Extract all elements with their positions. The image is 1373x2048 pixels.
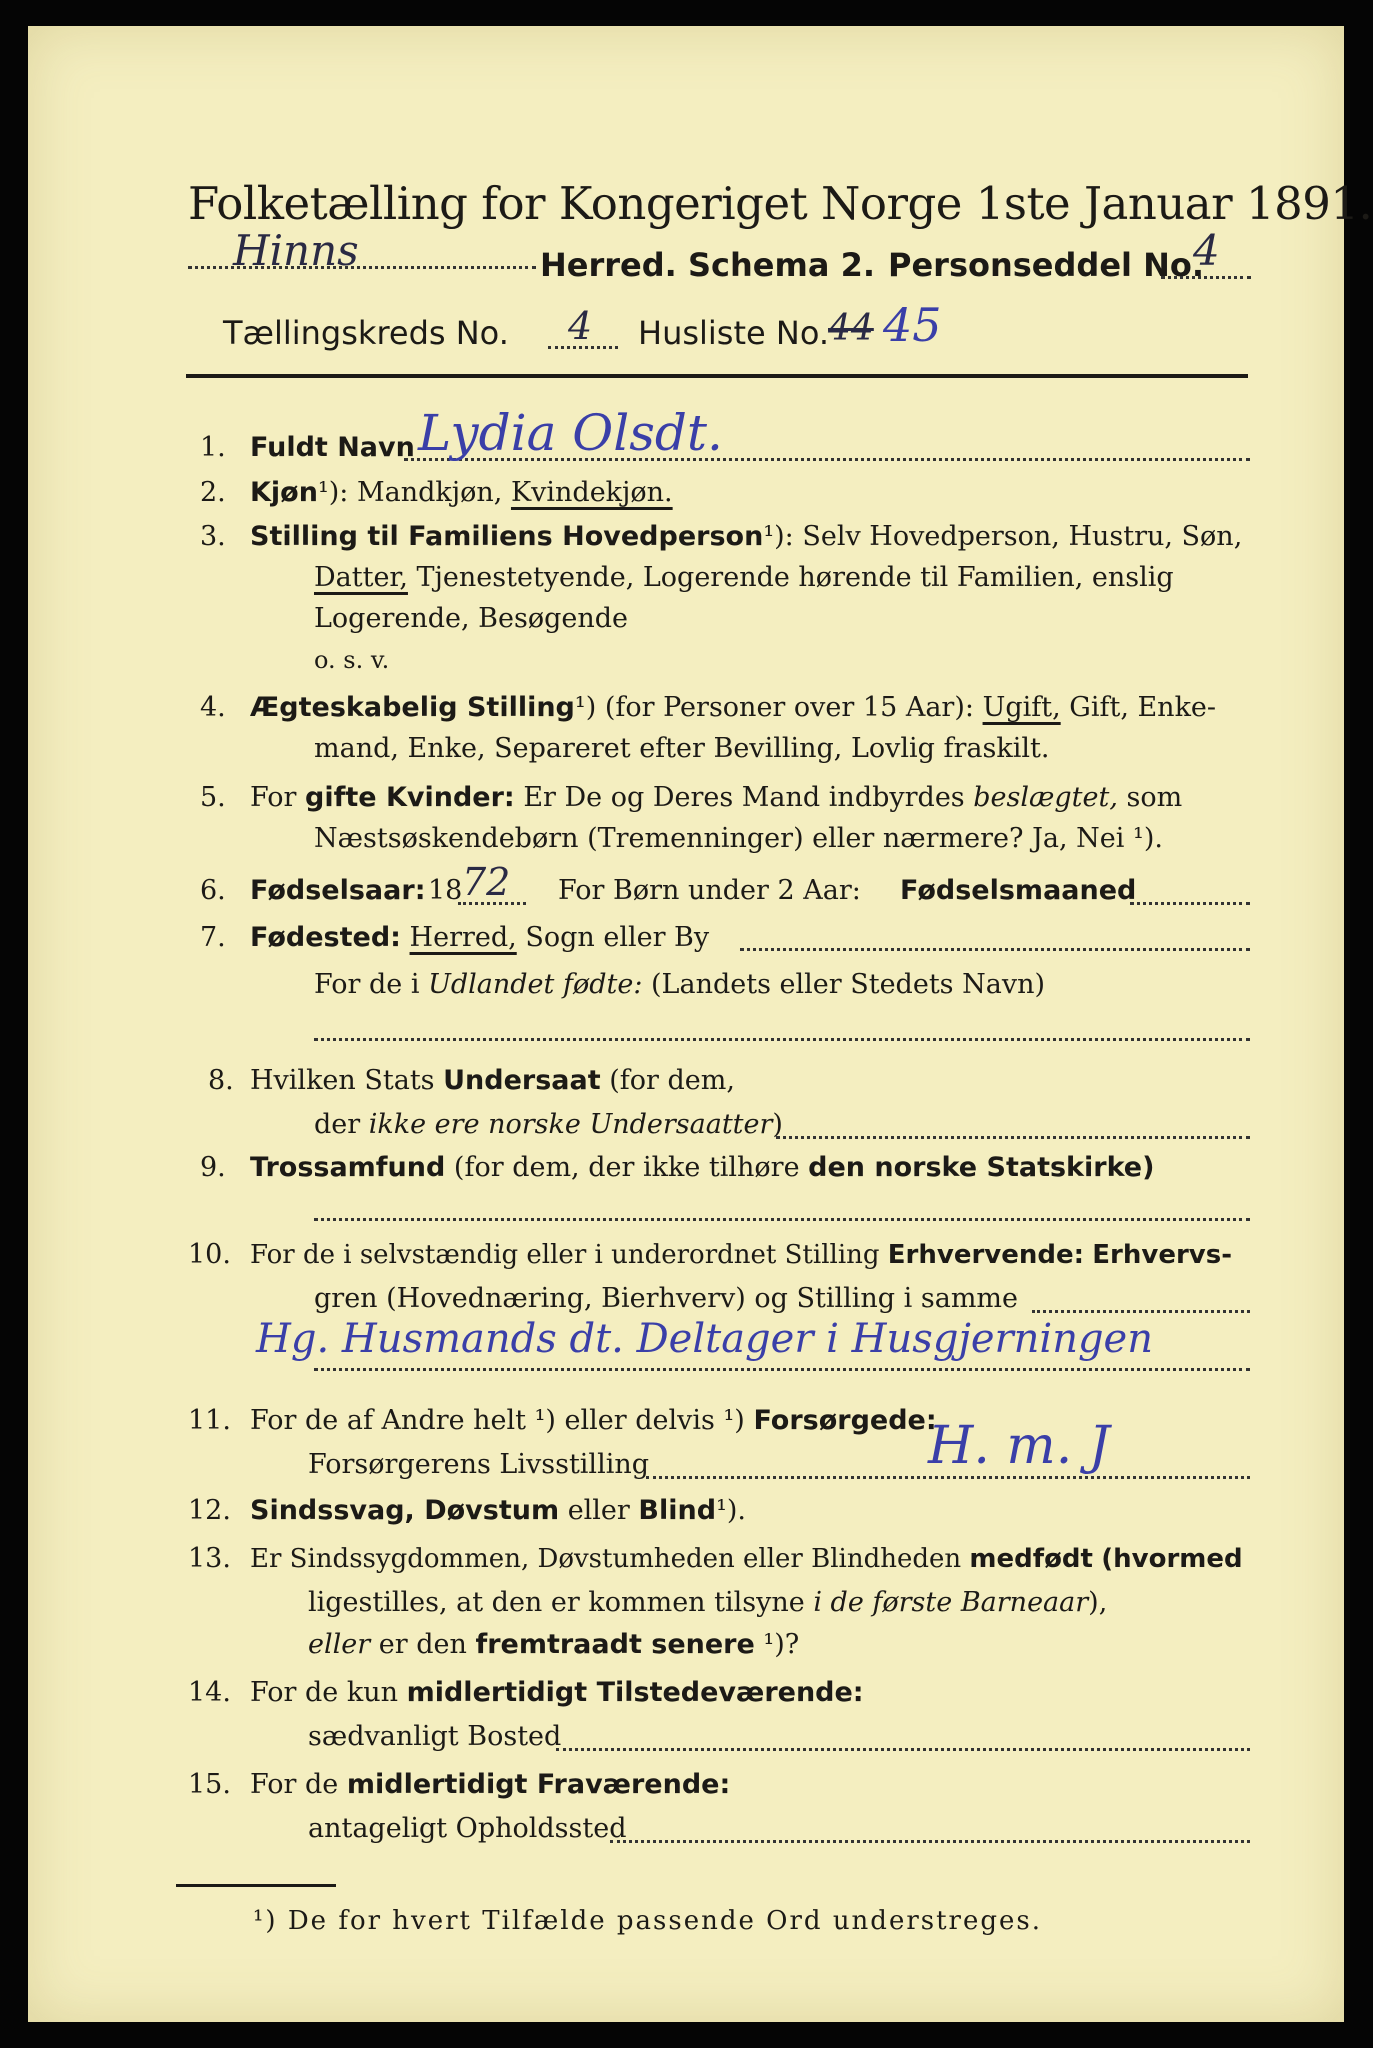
q8-text2-italic: ikke ere norske Undersaatter [368,1109,773,1140]
footnote: ¹) De for hvert Tilfælde passende Ord understreges. [253,1906,1043,1936]
q6-number: 6. [200,875,226,906]
q15-number: 15. [188,1769,231,1800]
q13-text2a: ligestilles, at den er kommen tilsyne [308,1587,805,1618]
q14-number: 14. [188,1677,231,1708]
q15-label: midlertidigt Fraværende: [346,1769,731,1800]
q13-text3c: ¹)? [763,1629,800,1660]
q13-line1 [250,1542,1243,1576]
q3-line3: Logerende, Besøgende [314,603,628,634]
q10-label: Erhvervende: [887,1240,1085,1270]
q1-number: 1. [200,432,226,463]
q3-line1 [250,520,1242,554]
q10-line1 [250,1238,1232,1272]
q4-label: Ægteskabelig Stilling [250,692,575,723]
q6-prefix: 18 [428,875,463,906]
q9-number: 9. [200,1152,226,1183]
q14-line1 [250,1676,864,1710]
q8-line2 [314,1108,783,1142]
q6-label: Fødselsaar: [250,875,426,906]
q10-text1a: For de i selvstændig eller i underordnet Stilling [250,1240,880,1270]
personseddel-handwritten: 4 [1193,226,1220,275]
q2-note: ¹): Mandkjøn, [317,477,503,508]
schema-label: Schema 2. [688,246,875,284]
husliste-handwritten: 45 [883,298,942,352]
q6-year-line [458,902,526,905]
q3-number: 3. [200,521,226,552]
q7-selected-option: Herred, [409,922,517,953]
q13-text2-italic: i de første Barneaar [813,1587,1089,1618]
q10-text1c: Erhvervs- [1092,1240,1233,1270]
q11-line2: Forsørgerens Livsstilling [308,1449,650,1480]
q3-text1: ¹): Selv Hovedperson, Hustru, Søn, [763,521,1243,552]
q4-text1: ¹) (for Personer over 15 Aar): [574,692,974,723]
q7-text2-italic: Udlandet [428,969,555,1000]
q7-rest: Sogn eller By [525,922,710,953]
q7-line2 [314,968,1045,1002]
q7-text2c: (Landets eller Stedets Navn) [651,969,1046,1000]
q4-line1 [250,691,1216,725]
form-title: Folketælling for Kongeriget Norge 1ste Januar 1891. [188,177,1373,230]
husliste-crossed-value: 44 [828,308,874,349]
q7-line1 [250,921,709,955]
header-rule [186,374,1248,378]
q6-mid: For Børn under 2 Aar: [558,875,861,906]
q5-pre: For [250,782,297,813]
q4-number: 4. [200,692,226,723]
q10-line2-dots [314,1368,1250,1371]
q7-text2a: For de i [314,969,420,1000]
q7-number: 7. [200,922,226,953]
q9-rest2: den norske Statskirke) [808,1152,1155,1183]
q13-text3-italic: eller [308,1629,371,1660]
q13-label2: fremtraadt senere [475,1629,755,1660]
q11-answer-provider: H. m. J [928,1416,1110,1476]
q12-number: 12. [188,1495,231,1526]
q5-number: 5. [200,782,226,813]
herred-handwritten: Hinns [233,226,359,275]
footnote-rule [176,1884,336,1887]
q3-text2: Tjenestetyende, Logerende hørende til Familien, enslig [416,562,1174,593]
q7-label: Fødested: [250,922,401,953]
q2-selected-option: Kvindekjøn. [510,477,673,508]
q13-label: medfødt [969,1544,1093,1574]
q10-number: 10. [188,1239,231,1270]
q2-line [250,476,673,510]
q15-text1a: For de [250,1769,339,1800]
q3-line2 [314,561,1174,595]
q12-label: Sindssvag, Døvstum [250,1495,560,1526]
q6-answer-year: 72 [462,860,511,904]
q1-label: Fuldt Navn [250,432,415,463]
q13-text1c: (hvormed [1101,1544,1243,1574]
q11-number: 11. [188,1405,231,1436]
q15-line1 [250,1768,730,1802]
q6-line [1130,902,1250,905]
q6-label2: Fødselsmaaned [900,875,1137,906]
q11-text1a: For de af Andre helt ¹) eller delvis ¹) [250,1405,745,1436]
census-form-sheet [28,26,1373,2022]
q10-line [1032,1310,1250,1313]
q5-text1b: som [1126,782,1183,813]
q15-line2: antageligt Opholdssted [308,1813,627,1844]
q8-text2b: ) [772,1109,783,1140]
q11-line1 [250,1404,937,1438]
q9-line [314,1218,1250,1221]
q7-line2-dots [314,1038,1250,1041]
q12-mid: eller [567,1495,630,1526]
husliste-label: Husliste No. [638,314,829,352]
q10-line2: gren (Hovednæring, Bierhverv) og Stilling i samme [314,1283,1019,1314]
q14-line [556,1748,1250,1751]
q15-line [610,1840,1250,1843]
personseddel-label: Personseddel No. [888,246,1205,284]
q14-text1a: For de kun [250,1677,398,1708]
q5-line2: Næstsøskendebørn (Tremenninger) eller nærmere? Ja, Nei ¹). [314,823,1163,854]
q14-label: midlertidigt Tilstedeværende: [406,1677,864,1708]
herred-label: Herred. [540,246,677,284]
q3-label: Stilling til Familiens Hovedperson [250,521,764,552]
q13-text1a: Er Sindssygdommen, Døvstumheden eller Blindheden [250,1544,962,1574]
q11-line [646,1476,1250,1479]
q2-label: Kjøn [250,477,318,508]
kreds-handwritten: 4 [568,304,593,348]
q13-line3 [308,1628,799,1662]
q8-label: Undersaat [443,1065,601,1096]
q13-text2b: ), [1088,1587,1108,1618]
q5-text1: Er De og Deres Mand indbyrdes [523,782,965,813]
q8-line1 [250,1064,735,1098]
q7-line [740,948,1250,951]
q12-line1 [250,1494,746,1528]
q5-line1 [250,781,1182,815]
kreds-label: Tællingskreds No. [223,314,509,352]
q13-line2 [308,1586,1107,1620]
q10-answer-occupation: Hg. Husmands dt. Deltager i Husgjerningen [256,1316,1153,1362]
q4-selected-option: Ugift, [982,692,1061,723]
q14-line2: sædvanligt Bosted [308,1721,562,1752]
q9-line1 [250,1151,1154,1185]
q13-text3a: er den [378,1629,467,1660]
q11-label: Forsørgede: [753,1405,937,1436]
q4-line2: mand, Enke, Separeret efter Bevilling, Lovlig fraskilt. [314,733,1050,764]
q7-text2b: fødte: [562,969,643,1000]
q9-rest: (for dem, der ikke tilhøre [453,1152,800,1183]
q5-label: gifte Kvinder: [305,782,515,813]
q5-text1-italic: beslægtet, [973,782,1118,813]
q12-label2: Blind [638,1495,717,1526]
personseddel-line [1161,276,1251,279]
q9-label: Trossamfund [250,1152,446,1183]
q8-line [776,1136,1250,1139]
q8-text2a: der [314,1109,361,1140]
q4-text1b: Gift, Enke- [1069,692,1217,723]
q1-answer-name: Lydia Olsdt. [418,404,723,462]
q8-text1a: Hvilken Stats [250,1065,435,1096]
q13-number: 13. [188,1543,231,1574]
q3-selected-option: Datter, [314,562,408,593]
q8-text1c: (for dem, [609,1065,735,1096]
q12-rest: ¹). [716,1495,747,1526]
q2-number: 2. [200,477,226,508]
q8-number: 8. [208,1065,234,1096]
q3-line4: o. s. v. [314,646,390,674]
